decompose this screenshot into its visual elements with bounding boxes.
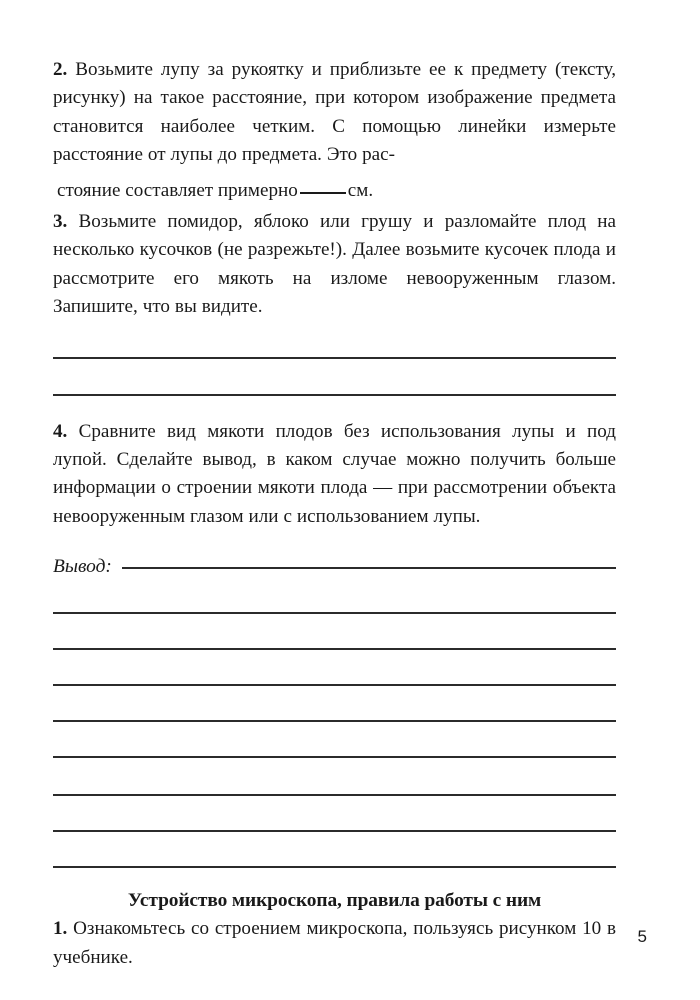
item-2-text: Возьмите лупу за рукоятку и приблизьте ее к предмету (тексту, рисунку) на такое расстояние, при котором изображение предмета становится наиболее четким. С помощью линейки измерьте расстояние от лупы до предмета. Это рас- (53, 59, 616, 166)
item-2-fill-in-line (57, 177, 616, 205)
answer-rule-line[interactable] (53, 612, 616, 614)
exercise-item-3 (53, 208, 616, 322)
section-heading: Устройство микроскопа, правила работы с ним (127, 890, 542, 912)
answer-rule-line[interactable] (53, 756, 616, 758)
item-1-number: 1. (53, 918, 68, 940)
answer-rule-line[interactable] (53, 866, 616, 868)
conclusion-label: Вывод: (53, 556, 112, 578)
answer-rule-line[interactable] (53, 830, 616, 832)
answer-rule-line[interactable] (53, 684, 616, 686)
answer-rule-line[interactable] (53, 357, 616, 359)
answer-rules-after-item-3 (53, 357, 616, 396)
answer-rule-line[interactable] (53, 720, 616, 722)
item-1-text: Ознакомьтесь со строением микроскопа, пользуясь рисунком 10 в учебнике. (53, 918, 616, 968)
item-2-tail-after-blank: см. (347, 179, 374, 201)
exercise-item-1 (53, 915, 616, 972)
item-2-number: 2. (53, 59, 68, 80)
item-3-number: 3. (53, 211, 68, 233)
page-content (53, 56, 616, 972)
page-number: 5 (637, 927, 647, 946)
item-4-number: 4. (53, 420, 68, 442)
answer-rule-line[interactable] (53, 648, 616, 650)
answer-rule-line[interactable] (53, 394, 616, 396)
item-2-tail-before-blank: стояние составляет примерно (57, 179, 298, 201)
conclusion-row (53, 553, 616, 581)
item-3-text: Возьмите помидор, яблоко или грушу и разломайте плод на несколько кусочков (не разрежьте!). Далее возьмите кусочек плода и рассмотрите его мякоть на изломе невооруженным глазом. Запишите, что вы видите. (53, 211, 616, 318)
exercise-item-2 (53, 56, 616, 170)
answer-rules-after-conclusion (53, 612, 616, 868)
answer-rule-line[interactable] (53, 794, 616, 796)
item-2-blank-field[interactable] (300, 192, 346, 194)
exercise-item-4 (53, 418, 616, 532)
conclusion-rule-line[interactable] (122, 567, 616, 569)
item-4-text: Сравните вид мякоти плодов без использования лупы и под лупой. Сделайте вывод, в каком случае можно получить больше информации о строении мякоти плода — при рассмотрении объекта невооруженным глазом или с использованием лупы. (53, 420, 616, 527)
